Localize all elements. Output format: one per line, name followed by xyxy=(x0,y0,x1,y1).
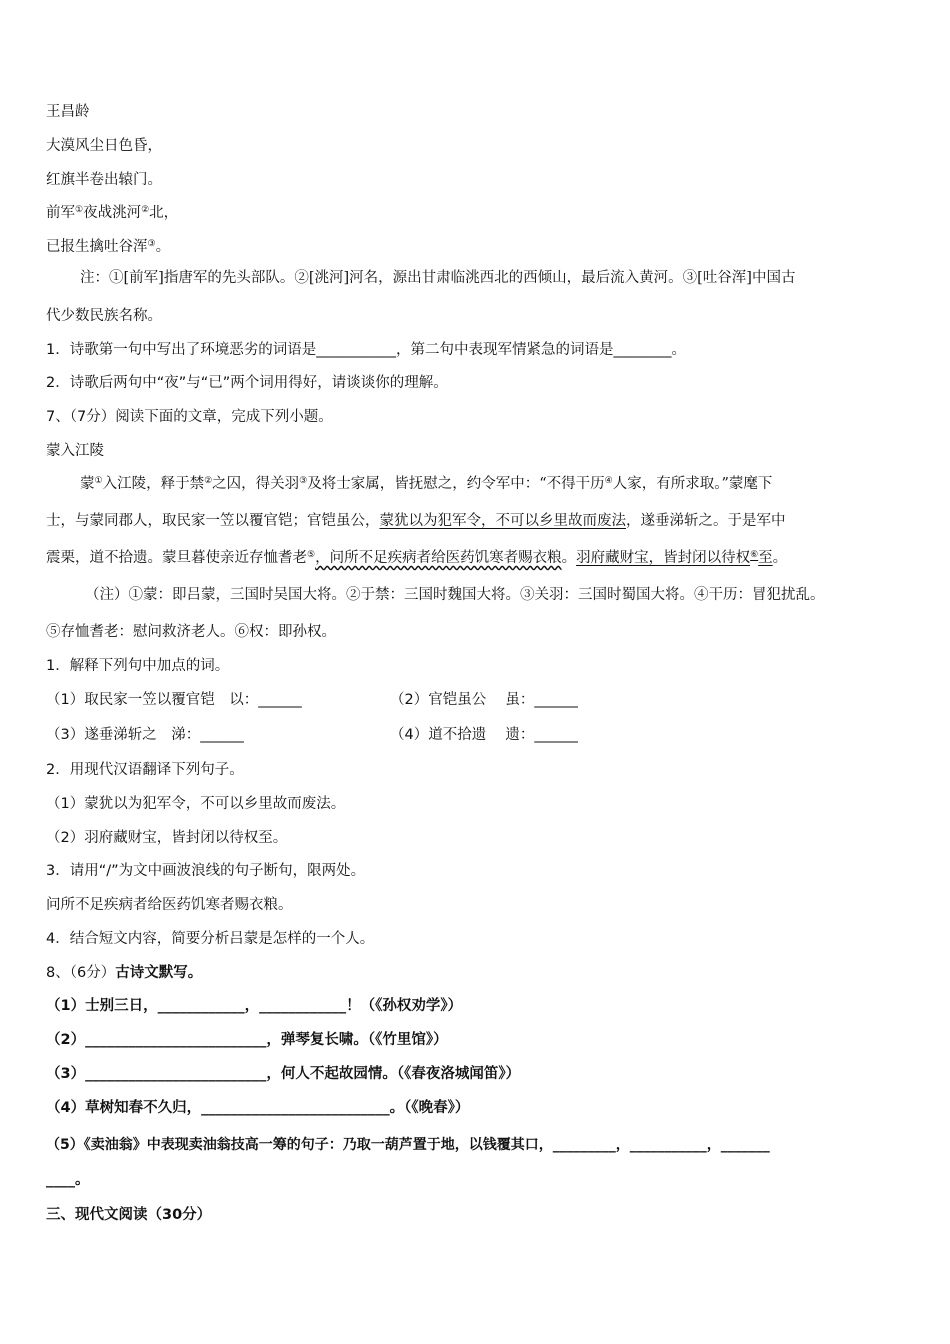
passage-line-2: 士，与蒙同郡人，取民家一笠以覆官铠；官铠虽公，蒙犹以为犯军令，不可以乡里故而废法，遂垂涕斩之。于是军中 xyxy=(46,513,786,529)
s7-question-2: 2．用现代汉语翻译下列句子。 xyxy=(46,762,244,778)
s7-q2-item-1: （1）蒙犹以为犯军令，不可以乡里故而废法。 xyxy=(46,796,346,812)
section8-heading: 8、（6分）古诗文默写。 xyxy=(46,965,203,981)
poem-line-4: 已报生擒吐谷浑③。 xyxy=(46,239,171,255)
poem-note-line-2: 代少数民族名称。 xyxy=(46,308,162,324)
s7-q1-item-2: （2）官铠虽公 虽：______ xyxy=(390,692,578,708)
section7-title: 蒙入江陵 xyxy=(46,443,104,459)
section7-heading: 7、（7分）阅读下面的文章，完成下列小题。 xyxy=(46,409,333,425)
s8-item-2: （2）_________________________，弹琴复长啸。（《竹里馆》） xyxy=(46,1032,448,1048)
passage-line-3: 震栗，道不拾遗。蒙旦暮使亲近存恤耆老⑤，问所不足疾病者给医药饥寒者赐衣粮。羽府藏财宝，皆封闭以待权⑥至。 xyxy=(46,550,788,566)
s8-item-1: （1）士别三日，____________，____________！（《孙权劝学》） xyxy=(46,998,463,1014)
poem-line-2: 红旗半卷出辕门。 xyxy=(46,172,162,188)
poem-line-1: 大漠风尘日色昏， xyxy=(46,138,162,154)
s8-item-3: （3）_________________________，何人不起故园情。（《春夜洛城闻笛》） xyxy=(46,1066,521,1082)
s7-q1-item-4: （4）道不拾遗 遗：______ xyxy=(390,727,578,743)
passage-line-1: 蒙①入江陵，释于禁②之囚，得关羽③及将士家属，皆抚慰之，约令军中：“不得干历④人家，有所求取。”蒙麾下 xyxy=(80,476,773,492)
poem-line-3: 前军①夜战洮河②北， xyxy=(46,205,179,221)
s8-item-5: （5）《卖油翁》中表现卖油翁技高一筹的句子：乃取一葫芦置于地，以钱覆其口，_________，___________，_______ xyxy=(46,1137,770,1153)
passage-note-2: ⑤存恤耆老：慰问救济老人。⑥权：即孙权。 xyxy=(46,624,336,640)
poem-author: 王昌龄 xyxy=(46,104,90,120)
s7-q3-text: 问所不足疾病者给医药饥寒者赐衣粮。 xyxy=(46,897,293,913)
s7-q2-item-2: （2）羽府藏财宝，皆封闭以待权至。 xyxy=(46,830,288,846)
s7-question-1: 1．解释下列句中加点的词。 xyxy=(46,658,230,674)
s8-item-5-continued: ____。 xyxy=(46,1172,90,1188)
poem-note-line-1: 注：①[前军]指唐军的先头部队。②[洮河]河名，源出甘肃临洮西北的西倾山，最后流入黄河。③[吐谷浑]中国古 xyxy=(80,270,796,286)
passage-note-1: （注）①蒙：即吕蒙，三国时吴国大将。②于禁：三国时魏国大将。③关羽：三国时蜀国大将。④干历：冒犯扰乱。 xyxy=(85,587,825,603)
s7-q1-item-3: （3）遂垂涕斩之 涕：______ xyxy=(46,727,244,743)
s8-item-4: （4）草树知春不久归，__________________________。（《晚春》） xyxy=(46,1100,470,1116)
poem-question-2: 2．诗歌后两句中“夜”与“已”两个词用得好，请谈谈你的理解。 xyxy=(46,375,448,391)
section3-heading: 三、现代文阅读（30分） xyxy=(46,1207,212,1223)
s7-question-4: 4．结合短文内容，简要分析吕蒙是怎样的一个人。 xyxy=(46,931,375,947)
underlined-sentence-2: 羽府藏财宝，皆封闭以待权 xyxy=(576,550,751,566)
underlined-sentence-1: 蒙犹以为犯军令，不可以乡里故而废法 xyxy=(379,513,626,529)
wavy-sentence: ，问所不足疾病者给医药饥寒者赐衣粮 xyxy=(315,550,562,566)
poem-question-1: 1．诗歌第一句中写出了环境恶劣的词语是___________，第二句中表现军情紧急的词语是________。 xyxy=(46,342,686,358)
s7-question-3: 3．请用“/”为文中画波浪线的句子断句，限两处。 xyxy=(46,863,366,879)
s7-q1-item-1: （1）取民家一笠以覆官铠 以：______ xyxy=(46,692,302,708)
